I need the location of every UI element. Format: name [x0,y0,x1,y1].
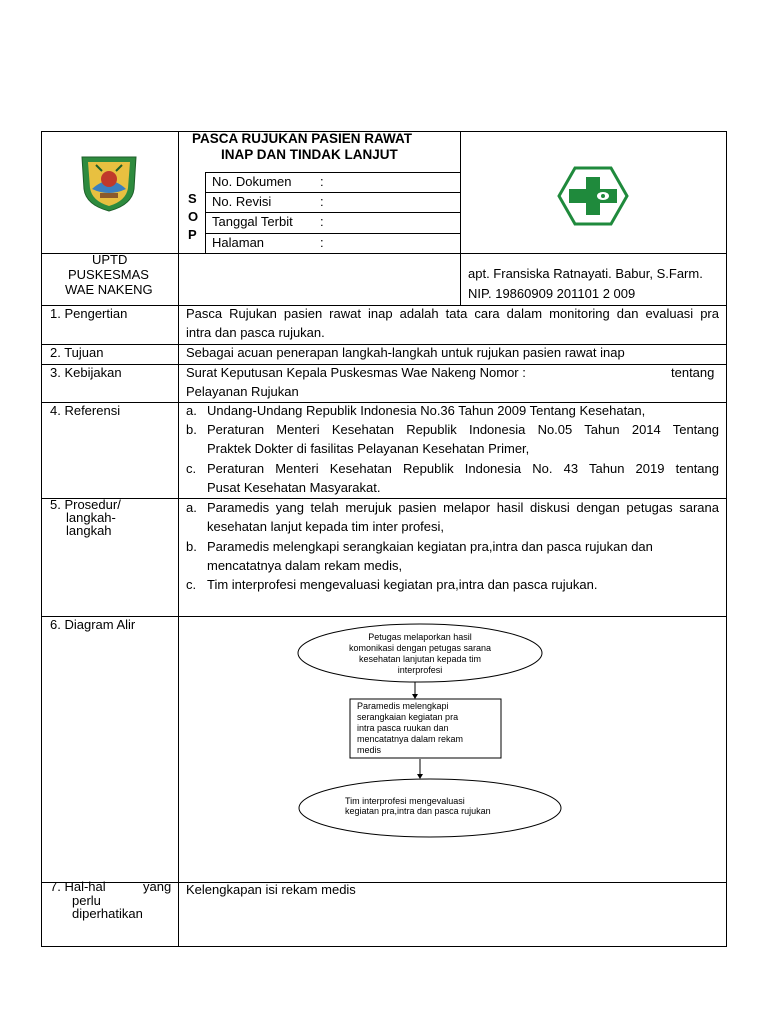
tujuan-text: Sebagai acuan penerapan langkah-langkah untuk rujukan pasien rawat inap [186,345,625,360]
unit-name-line-2: PUSKESMAS [68,267,149,282]
meta-label-tanggal-terbit: Tanggal Terbit [212,214,293,229]
flowchart-step3-line-1: Tim interprofesi mengevaluasi [345,796,465,806]
flowchart-arrowhead-2 [417,774,423,779]
meta-label-no-revisi: No. Revisi [212,194,272,209]
section-label-tujuan: 2. Tujuan [50,345,104,360]
signer-nip: NIP. 19860909 201101 2 009 [468,286,636,301]
unit-name-line-1: UPTD [92,252,128,267]
flowchart-step1-line-4: interprofesi [397,665,443,675]
halhal-text: Kelengkapan isi rekam medis [186,882,356,897]
flowchart-step2-line-3: intra pasca ruukan dan [357,723,449,733]
meta-sep-tanggal-terbit: : [320,214,324,229]
flowchart-arrowhead-1 [412,694,418,699]
referensi-item-a-line-1: Undang-Undang Republik Indonesia No.36 Tahun 2009 Tentang Kesehatan, [207,403,646,418]
referensi-item-b-line-2: Praktek Dokter di fasilitas Pelayanan Kesehatan Primer, [207,441,530,456]
sop-letter-p: P [188,227,197,242]
kebijakan-text-tentang: tentang [671,365,715,380]
section-label-halhal-line-2: perlu [72,893,101,908]
meta-label-halaman: Halaman [212,235,265,250]
referensi-item-b-line-1: Peraturan Menteri Kesehatan Republik Indonesia No.05 Tahun 2014 Tentang [207,422,719,437]
referensi-marker-b: b. [186,422,197,437]
puskesmas-cross-icon [557,165,629,227]
section-label-halhal-line-1b: yang [143,879,172,894]
signer-name: apt. Fransiska Ratnayati. Babur, S.Farm. [468,266,703,281]
sop-title-line-2: INAP DAN TINDAK LANJUT [221,147,398,162]
flowchart-step2-line-4: mencatatnya dalam rekam [357,734,464,744]
prosedur-marker-b: b. [186,539,197,554]
meta-sep-no-dokumen: : [320,174,324,189]
flowchart-step2-line-2: serangkaian kegiatan pra [357,712,459,722]
prosedur-marker-c: c. [186,577,197,592]
flowchart-step2-line-5: medis [357,745,382,755]
flowchart-step2-line-1: Paramedis melengkapi [357,701,449,711]
kebijakan-text-line-2: Pelayanan Rujukan [186,384,299,399]
flowchart-step1-line-1: Petugas melaporkan hasil [368,632,472,642]
prosedur-marker-a: a. [186,500,197,515]
section-label-diagram-alir: 6. Diagram Alir [50,617,136,632]
section-label-pengertian: 1. Pengertian [50,306,128,321]
regency-emblem-icon [76,153,142,213]
sop-letter-s: S [188,191,197,206]
prosedur-item-b-line-1: Paramedis melengkapi serangkaian kegiatan pra,intra dan pasca rujukan dan [207,539,653,554]
pengertian-text-line-2: intra dan pasca rujukan. [186,325,325,340]
section-label-referensi: 4. Referensi [50,403,121,418]
section-label-prosedur-line-1: 5. Prosedur/ [50,497,121,512]
flowchart-step3-line-2: kegiatan pra,intra dan pasca rujukan [345,806,491,816]
section-label-prosedur-line-2: langkah- [66,510,116,525]
prosedur-item-b-line-2: mencatatnya dalam rekam medis, [207,558,403,573]
section-label-halhal-line-3: diperhatikan [72,906,143,921]
unit-name-line-3: WAE NAKENG [65,282,153,297]
referensi-marker-c: c. [186,461,197,476]
sop-title-line-1: PASCA RUJUKAN PASIEN RAWAT [192,131,413,146]
meta-label-no-dokumen: No. Dokumen [212,174,292,189]
referensi-item-c-line-1: Peraturan Menteri Kesehatan Republik Indonesia No. 43 Tahun 2019 tentang [207,461,719,476]
prosedur-item-a-line-1: Paramedis yang telah merujuk pasien melapor hasil diskusi dengan petugas sarana [207,500,719,515]
flowchart-step1-line-3: kesehatan lanjutan kepada tim [358,654,482,664]
pengertian-text-line-1: Pasca Rujukan pasien rawat inap adalah tata cara dalam monitoring dan evaluasi pra [186,306,719,321]
flowchart-step1-line-2: komonikasi dengan petugas sarana [348,643,492,653]
sop-letter-o: O [188,209,199,224]
referensi-item-c-line-2: Pusat Kesehatan Masyarakat. [207,480,381,495]
section-label-prosedur-line-3: langkah [66,523,112,538]
meta-sep-halaman: : [320,235,324,250]
section-label-kebijakan: 3. Kebijakan [50,365,122,380]
section-label-halhal-line-1a: 7. Hal-hal [50,879,106,894]
kebijakan-text-line-1: Surat Keputusan Kepala Puskesmas Wae Nakeng Nomor : [186,365,526,380]
prosedur-item-a-line-2: kesehatan lanjut kepada tim inter profesi, [207,519,445,534]
referensi-marker-a: a. [186,403,197,418]
meta-sep-no-revisi: : [320,194,324,209]
prosedur-item-c-line-1: Tim interprofesi mengevaluasi kegiatan pra,intra dan pasca rujukan. [207,577,598,592]
